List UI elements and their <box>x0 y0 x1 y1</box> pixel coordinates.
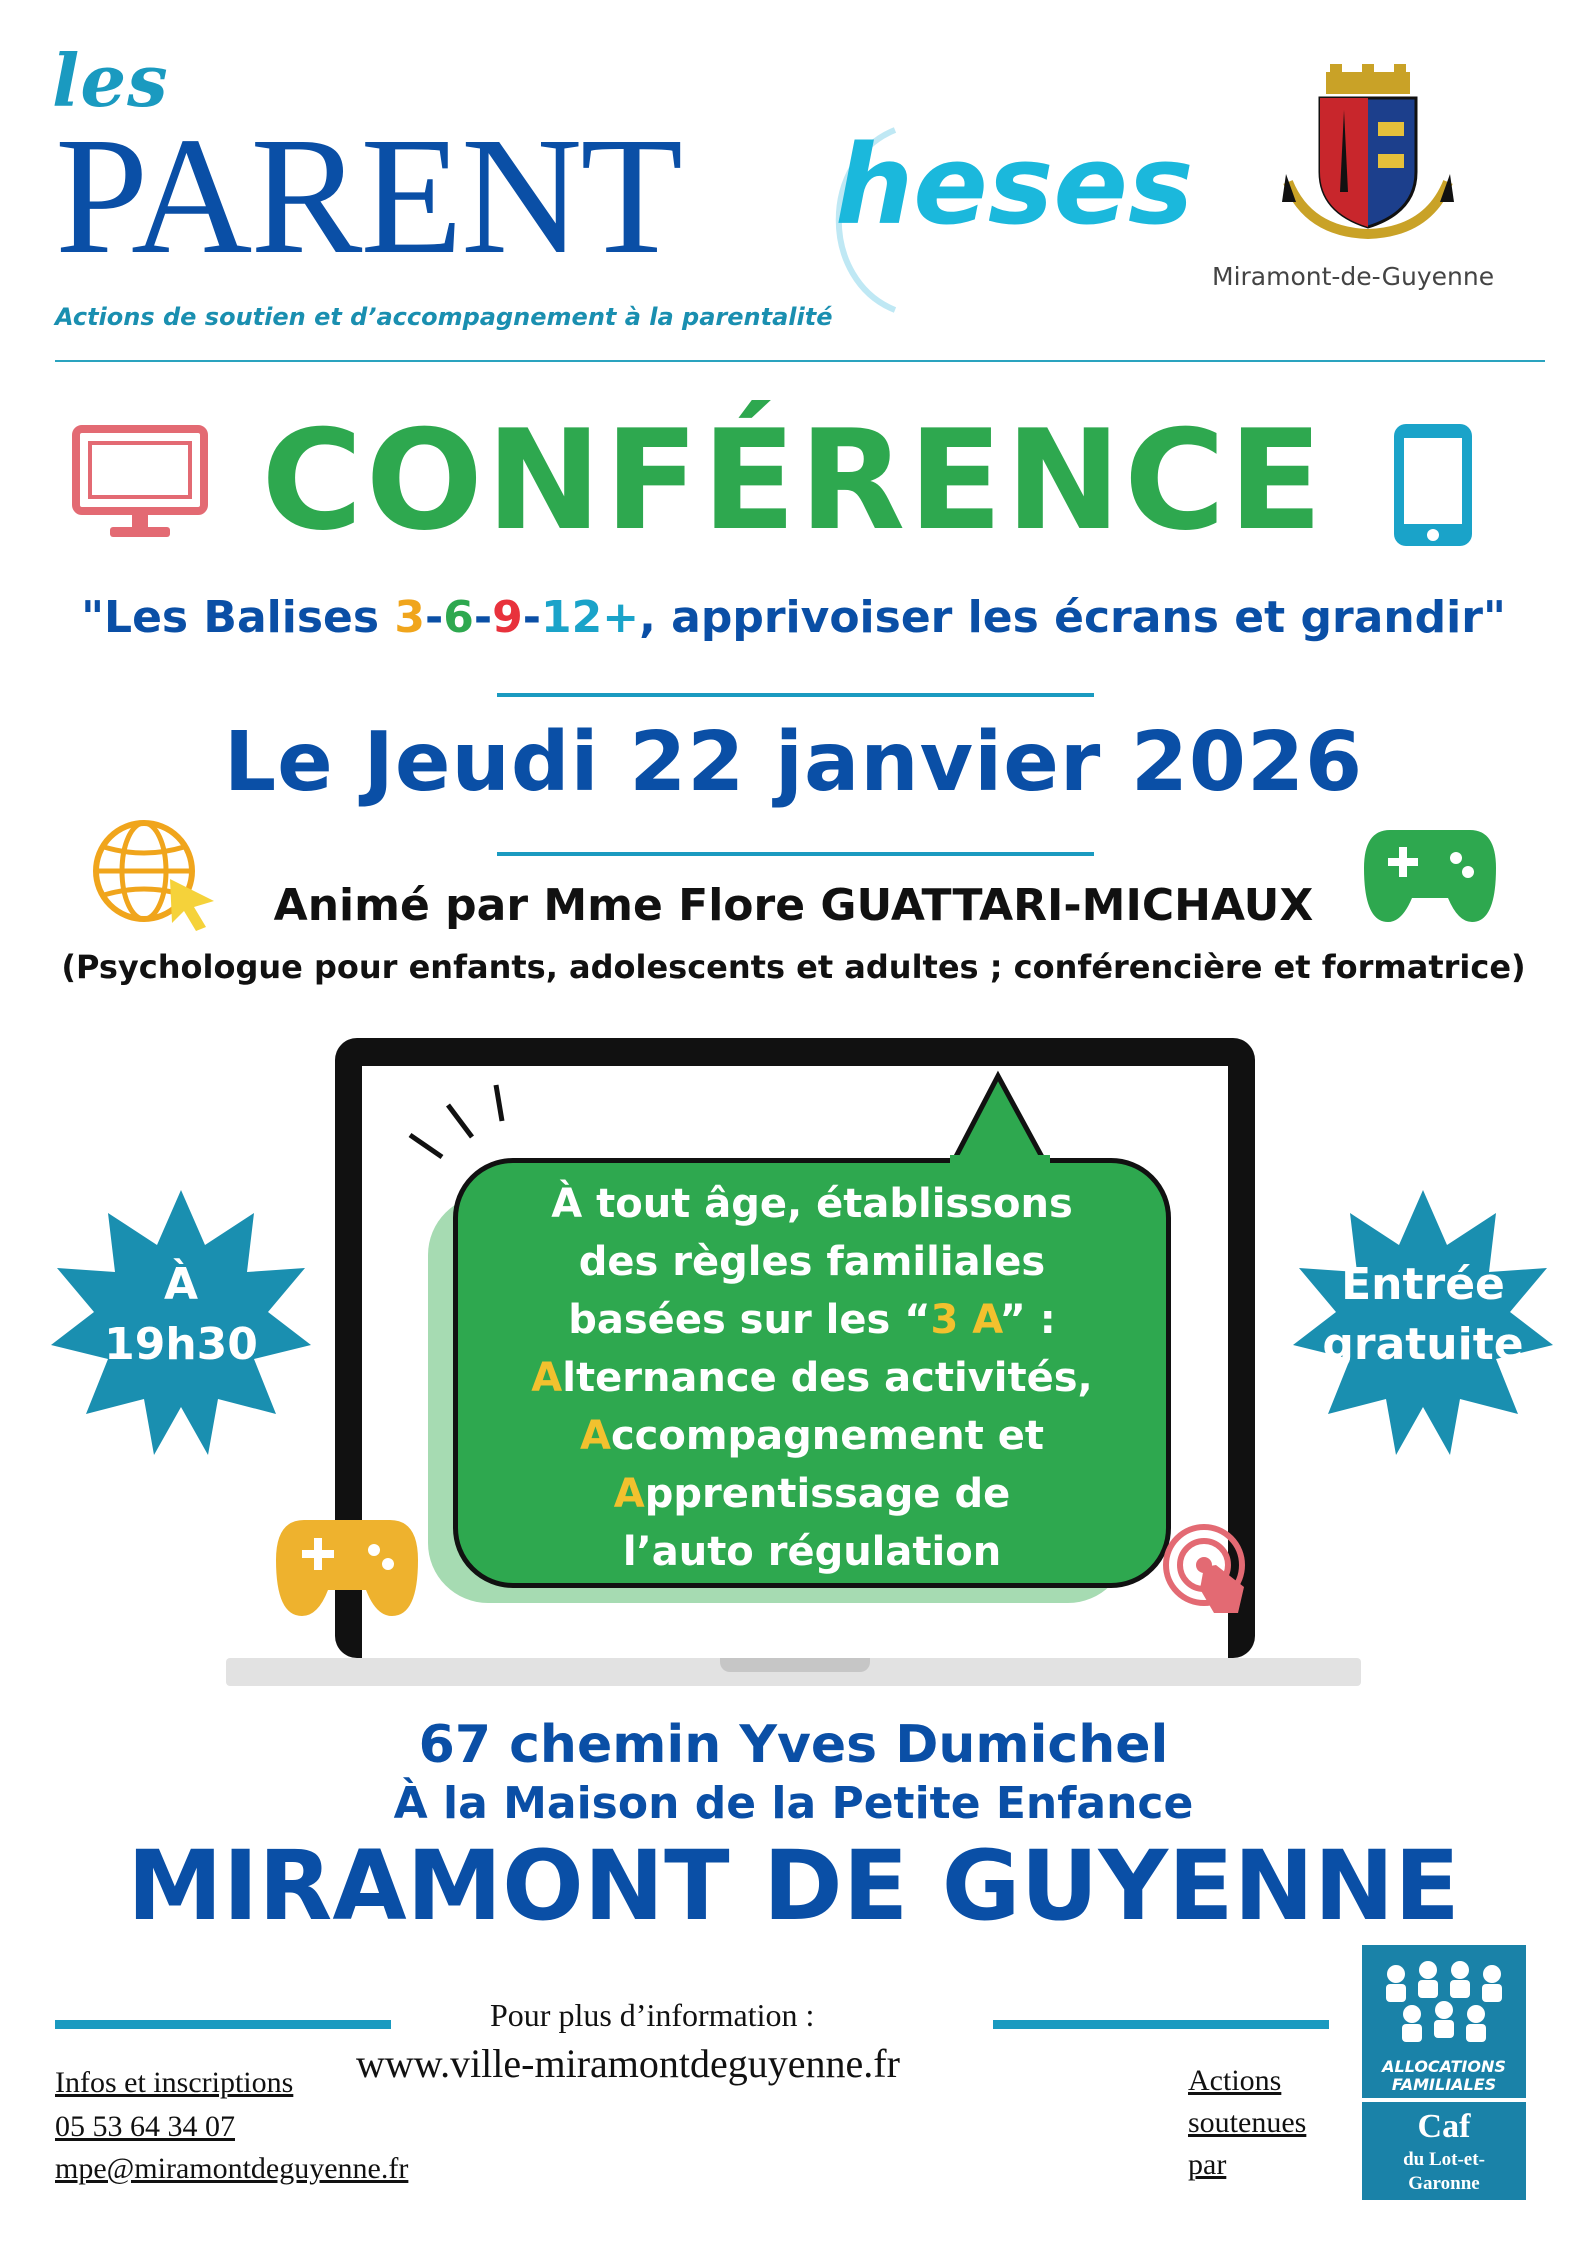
bubble-text-part: ” : <box>999 1297 1056 1343</box>
header-divider <box>55 360 1545 362</box>
subtitle-text: "Les Balises <box>81 592 395 643</box>
bubble-message <box>458 1175 1166 1581</box>
divider <box>497 693 1094 697</box>
start-time: 19h30 <box>104 1319 258 1370</box>
support-line: Actions <box>1188 2064 1282 2097</box>
caf-name: Caf <box>1417 2108 1471 2145</box>
caf-figures-icon <box>1378 1960 1510 2055</box>
bubble-line: l’auto régulation <box>622 1529 1002 1575</box>
highlight-letter-a: A <box>580 1413 611 1459</box>
balise-9: 9 <box>492 592 523 643</box>
address: 67 chemin Yves Dumichel <box>418 1715 1169 1775</box>
highlight-letter-a: A <box>613 1471 645 1517</box>
caf-divider <box>1362 2098 1526 2102</box>
event-date: Le Jeudi 22 janvier 2026 <box>223 715 1364 810</box>
balise-3: 3 <box>394 592 425 643</box>
phone-link[interactable]: 05 53 64 34 07 <box>55 2110 235 2143</box>
town-name: Miramont-de-Guyenne <box>1212 262 1495 291</box>
time-prefix: À <box>163 1259 199 1310</box>
bubble-line <box>458 1291 1166 1349</box>
speaker-name: Animé par Mme Flore GUATTARI-MICHAUX <box>273 880 1314 931</box>
footer-rule-right <box>993 2020 1329 2029</box>
bubble-line <box>458 1407 1166 1465</box>
bubble-line: À tout âge, établissons <box>551 1181 1073 1227</box>
subtitle-text: , apprivoiser les écrans et grandir" <box>639 592 1506 643</box>
caf-department-line: Garonne <box>1408 2173 1480 2194</box>
bubble-text-part: ccompagnement et <box>610 1413 1044 1459</box>
touch-target-icon <box>1156 1517 1256 1617</box>
tagline: Actions de soutien et d’accompagnement à la parentalité <box>55 303 833 331</box>
highlight-3a: 3 A <box>930 1297 1000 1343</box>
venue: À la Maison de la Petite Enfance <box>393 1778 1194 1829</box>
coat-of-arms-icon <box>1278 62 1458 242</box>
infos-label: Infos et inscriptions <box>55 2066 294 2099</box>
support-line: par <box>1188 2148 1227 2181</box>
balise-6: 6 <box>443 592 474 643</box>
event-subtitle <box>0 592 1587 643</box>
support-line: soutenues <box>1188 2106 1307 2139</box>
entry-badge-text <box>1288 1255 1558 1375</box>
brand-les: les <box>52 38 169 123</box>
more-info-label: Pour plus d’information : <box>490 1997 815 2033</box>
caf-department <box>1362 2148 1526 2196</box>
city: MIRAMONT DE GUYENNE <box>127 1830 1460 1942</box>
time-badge-text <box>46 1255 316 1375</box>
caf-tagline-line: FAMILIALES <box>1391 2075 1497 2094</box>
bubble-line <box>458 1465 1166 1523</box>
caf-tagline-line: ALLOCATIONS <box>1382 2057 1506 2076</box>
highlight-letter-a: A <box>531 1355 563 1401</box>
divider <box>497 852 1094 856</box>
brand-parent: PARENT <box>55 103 681 289</box>
subtitle-dash: - <box>522 592 542 643</box>
bubble-text-part: lternance des activités, <box>562 1355 1093 1401</box>
subtitle-dash: - <box>424 592 444 643</box>
subtitle-dash: - <box>473 592 493 643</box>
footer-rule-left <box>55 2020 391 2029</box>
email-link[interactable]: mpe@miramontdeguyenne.fr <box>55 2152 409 2185</box>
balise-12: 12+ <box>541 592 640 643</box>
caf-tagline <box>1362 2058 1526 2094</box>
gamepad-icon <box>272 1510 422 1620</box>
bubble-text-part: basées sur les “ <box>568 1297 931 1343</box>
brand-heses: heses <box>835 121 1194 249</box>
laptop-notch <box>720 1658 870 1672</box>
entry-label: Entrée <box>1341 1259 1505 1310</box>
entry-free: gratuite <box>1322 1319 1524 1370</box>
caf-department-line: du Lot-et- <box>1403 2149 1485 2170</box>
speech-bubble-tail-joint <box>950 1155 1050 1169</box>
bubble-text-part: pprentissage de <box>644 1471 1011 1517</box>
speaker-role: (Psychologue pour enfants, adolescents et adultes ; conférencière et formatrice) <box>61 948 1526 986</box>
event-title: CONFÉRENCE <box>261 400 1326 561</box>
bubble-line: des règles familiales <box>578 1239 1046 1285</box>
bubble-line <box>458 1349 1166 1407</box>
website-link[interactable]: www.ville-miramontdeguyenne.fr <box>356 2041 900 2086</box>
